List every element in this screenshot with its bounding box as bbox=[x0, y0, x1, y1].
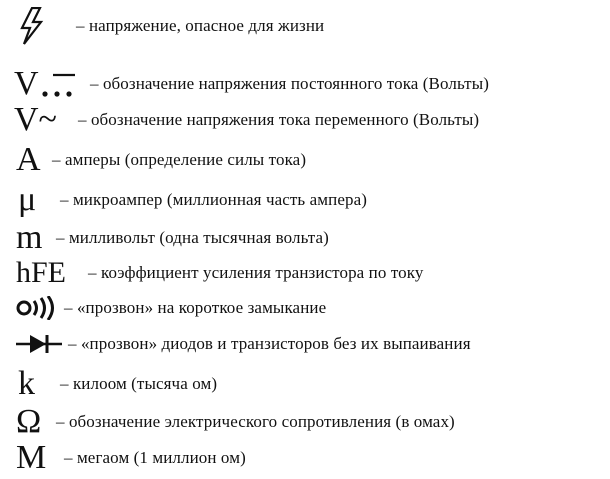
hfe-symbol: hFE bbox=[16, 256, 67, 289]
legend-text: – милливольт (одна тысячная вольта) bbox=[56, 228, 329, 247]
legend-row-dc-voltage bbox=[0, 66, 489, 102]
legend-row-kiloohm bbox=[0, 366, 217, 402]
legend-row-hfe bbox=[0, 255, 423, 291]
dc-voltage-symbol bbox=[14, 67, 90, 101]
legend-text: – обозначение напряжения постоянного тока (Вольты) bbox=[90, 74, 489, 93]
diode-icon bbox=[16, 334, 68, 354]
lightning-bolt-icon bbox=[18, 7, 76, 45]
ac-voltage-symbol: V~ bbox=[14, 101, 57, 138]
legend-row-megaohm bbox=[0, 440, 246, 476]
legend-text: – напряжение, опасное для жизни bbox=[76, 16, 325, 35]
legend-row-danger-voltage bbox=[0, 8, 324, 44]
ohm-symbol: Ω bbox=[16, 403, 42, 440]
legend-row-diode-test bbox=[0, 326, 471, 362]
legend-row-microampere bbox=[0, 182, 367, 218]
micro-symbol: μ bbox=[18, 181, 37, 218]
dc-voltage-icon bbox=[41, 69, 77, 99]
milli-symbol: m bbox=[16, 219, 43, 256]
legend-text: – обозначение электрического сопротивления (в омах) bbox=[56, 412, 455, 431]
legend-row-amperes bbox=[0, 142, 306, 178]
legend-text: – амперы (определение силы тока) bbox=[52, 150, 307, 169]
legend-text: – «прозвон» диодов и транзисторов без их выпаивания bbox=[68, 334, 471, 353]
legend-text: – килоом (тысяча ом) bbox=[60, 374, 218, 393]
legend-text: – микроампер (миллионная часть ампера) bbox=[60, 190, 367, 209]
mega-symbol: M bbox=[16, 439, 47, 476]
legend-row-ohm bbox=[0, 404, 455, 440]
legend-text: – «прозвон» на короткое замыкание bbox=[64, 298, 327, 317]
dc-voltage-letter: V bbox=[14, 65, 39, 102]
continuity-sound-icon bbox=[16, 296, 64, 320]
ampere-symbol: A bbox=[16, 141, 41, 178]
legend-text: – обозначение напряжения тока переменного (Вольты) bbox=[78, 110, 480, 129]
legend-text: – мегаом (1 миллион ом) bbox=[64, 448, 246, 467]
legend-row-millivolt bbox=[0, 220, 329, 256]
legend-row-ac-voltage bbox=[0, 102, 479, 138]
kilo-symbol: k bbox=[18, 365, 35, 402]
legend-row-continuity bbox=[0, 290, 326, 326]
legend-text: – коэффициент усиления транзистора по току bbox=[88, 263, 424, 282]
